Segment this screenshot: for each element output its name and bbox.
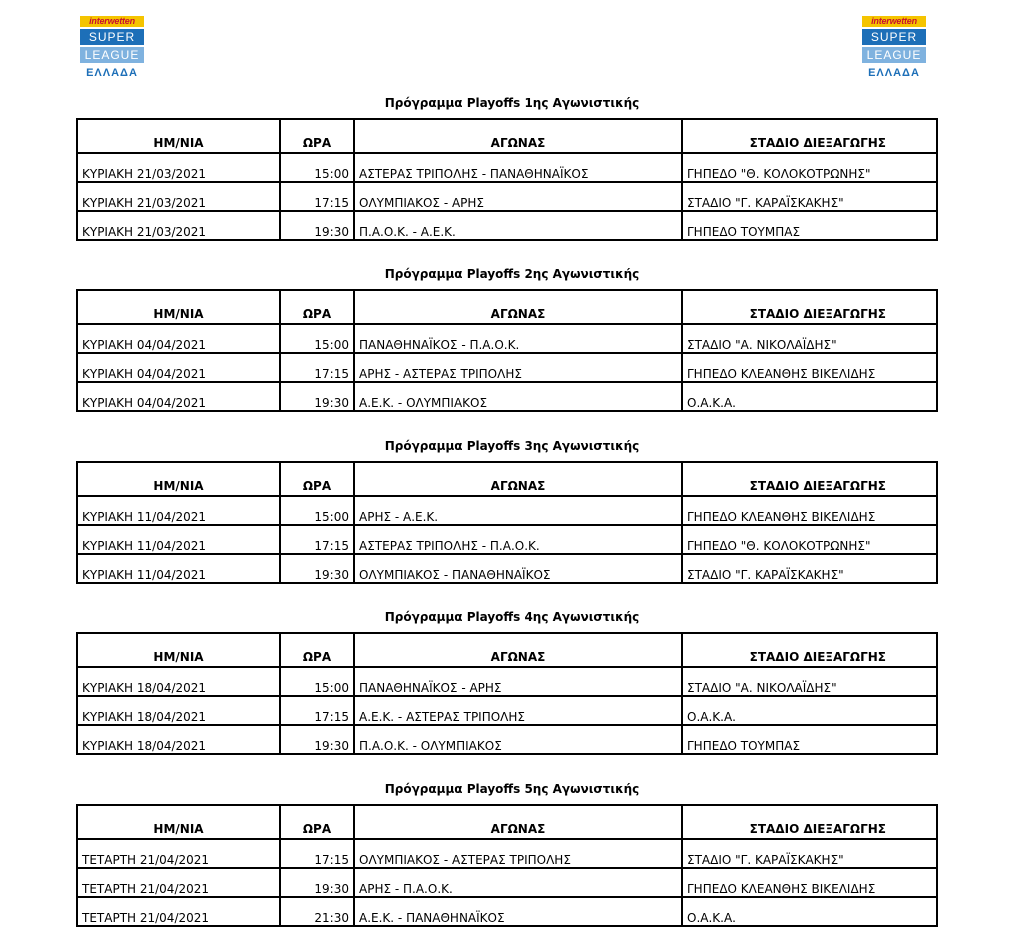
fixtures-table	[76, 461, 938, 584]
fixture-date: ΚΥΡΙΑΚΗ 11/04/2021	[77, 525, 280, 554]
header-time: ΩΡΑ	[280, 119, 354, 153]
fixture-match: Α.Ε.Κ. - ΠΑΝΑΘΗΝΑΪΚΟΣ	[354, 897, 682, 926]
fixture-stadium: ΓΗΠΕΔΟ ΚΛΕΑΝΘΗΣ ΒΙΚΕΛΙΔΗΣ	[682, 496, 937, 525]
fixture-match: ΑΣΤΕΡΑΣ ΤΡΙΠΟΛΗΣ - Π.Α.Ο.Κ.	[354, 525, 682, 554]
fixture-stadium: ΣΤΑΔΙΟ "Α. ΝΙΚΟΛΑΪΔΗΣ"	[682, 667, 937, 696]
header-date: ΗΜ/ΝΙΑ	[77, 805, 280, 839]
table-row	[77, 696, 937, 725]
logo-line-league: LEAGUE	[80, 47, 144, 63]
fixture-time: 15:00	[280, 324, 354, 353]
table-row	[77, 182, 937, 211]
header-date: ΗΜ/ΝΙΑ	[77, 462, 280, 496]
fixture-time: 19:30	[280, 554, 354, 583]
fixture-date: ΚΥΡΙΑΚΗ 21/03/2021	[77, 211, 280, 240]
fixture-match: ΑΡΗΣ - Α.Ε.Κ.	[354, 496, 682, 525]
fixtures-table	[76, 804, 938, 927]
header-row	[77, 805, 937, 839]
fixture-time: 17:15	[280, 182, 354, 211]
header-time: ΩΡΑ	[280, 633, 354, 667]
header-date: ΗΜ/ΝΙΑ	[77, 290, 280, 324]
header-stadium: ΣΤΑΔΙΟ ΔΙΕΞΑΓΩΓΗΣ	[682, 290, 937, 324]
header-match: ΑΓΩΝΑΣ	[354, 462, 682, 496]
table-row	[77, 211, 937, 240]
fixture-match: ΟΛΥΜΠΙΑΚΟΣ - ΑΡΗΣ	[354, 182, 682, 211]
header-match: ΑΓΩΝΑΣ	[354, 805, 682, 839]
logo-line-super: SUPER	[80, 29, 144, 45]
fixture-date: ΚΥΡΙΑΚΗ 04/04/2021	[77, 324, 280, 353]
fixture-date: ΚΥΡΙΑΚΗ 21/03/2021	[77, 153, 280, 182]
header-row	[77, 290, 937, 324]
fixture-stadium: ΓΗΠΕΔΟ ΚΛΕΑΝΘΗΣ ΒΙΚΕΛΙΔΗΣ	[682, 353, 937, 382]
header-time: ΩΡΑ	[280, 290, 354, 324]
round-title: Πρόγραμμα Playoffs 2ης Αγωνιστικής	[384, 267, 640, 281]
header-match: ΑΓΩΝΑΣ	[354, 290, 682, 324]
table-row	[77, 839, 937, 868]
table-row	[77, 324, 937, 353]
round-title: Πρόγραμμα Playoffs 5ης Αγωνιστικής	[384, 782, 640, 796]
table-row	[77, 868, 937, 897]
logo-line-super: SUPER	[862, 29, 926, 45]
header-time: ΩΡΑ	[280, 805, 354, 839]
fixture-match: Π.Α.Ο.Κ. - ΟΛΥΜΠΙΑΚΟΣ	[354, 725, 682, 754]
fixture-match: ΑΡΗΣ - ΑΣΤΕΡΑΣ ΤΡΙΠΟΛΗΣ	[354, 353, 682, 382]
fixture-time: 19:30	[280, 382, 354, 411]
fixture-match: ΠΑΝΑΘΗΝΑΪΚΟΣ - Π.Α.Ο.Κ.	[354, 324, 682, 353]
header-stadium: ΣΤΑΔΙΟ ΔΙΕΞΑΓΩΓΗΣ	[682, 633, 937, 667]
logo-line-league: LEAGUE	[862, 47, 926, 63]
fixture-time: 19:30	[280, 868, 354, 897]
fixtures-table	[76, 118, 938, 241]
fixture-stadium: ΣΤΑΔΙΟ "Γ. ΚΑΡΑΪΣΚΑΚΗΣ"	[682, 554, 937, 583]
table-row	[77, 525, 937, 554]
table-row	[77, 554, 937, 583]
fixture-date: ΤΕΤΑΡΤΗ 21/04/2021	[77, 839, 280, 868]
table-row	[77, 897, 937, 926]
fixture-stadium: Ο.Α.Κ.Α.	[682, 897, 937, 926]
logo-country-text: ΕΛΛΑΔΑ	[86, 67, 138, 79]
fixture-time: 15:00	[280, 496, 354, 525]
fixture-stadium: ΓΗΠΕΔΟ ΤΟΥΜΠΑΣ	[682, 211, 937, 240]
fixture-time: 17:15	[280, 696, 354, 725]
fixture-time: 17:15	[280, 525, 354, 554]
fixture-date: ΚΥΡΙΑΚΗ 04/04/2021	[77, 353, 280, 382]
table-row	[77, 667, 937, 696]
header-date: ΗΜ/ΝΙΑ	[77, 119, 280, 153]
fixture-date: ΚΥΡΙΑΚΗ 04/04/2021	[77, 382, 280, 411]
fixture-date: ΤΕΤΑΡΤΗ 21/04/2021	[77, 897, 280, 926]
fixture-stadium: ΓΗΠΕΔΟ "Θ. ΚΟΛΟΚΟΤΡΩΝΗΣ"	[682, 153, 937, 182]
fixture-time: 19:30	[280, 211, 354, 240]
header-match: ΑΓΩΝΑΣ	[354, 633, 682, 667]
fixture-match: ΠΑΝΑΘΗΝΑΪΚΟΣ - ΑΡΗΣ	[354, 667, 682, 696]
table-row	[77, 725, 937, 754]
fixture-match: ΟΛΥΜΠΙΑΚΟΣ - ΑΣΤΕΡΑΣ ΤΡΙΠΟΛΗΣ	[354, 839, 682, 868]
fixture-time: 17:15	[280, 353, 354, 382]
round-title: Πρόγραμμα Playoffs 4ης Αγωνιστικής	[384, 610, 640, 624]
header-date: ΗΜ/ΝΙΑ	[77, 633, 280, 667]
fixture-stadium: ΣΤΑΔΙΟ "Γ. ΚΑΡΑΪΣΚΑΚΗΣ"	[682, 182, 937, 211]
logo-country-text: ΕΛΛΑΔΑ	[868, 67, 920, 79]
header-row	[77, 462, 937, 496]
table-row	[77, 353, 937, 382]
fixture-match: Α.Ε.Κ. - ΑΣΤΕΡΑΣ ΤΡΙΠΟΛΗΣ	[354, 696, 682, 725]
fixtures-table	[76, 632, 938, 755]
super-league-logo-left	[80, 16, 144, 98]
fixture-date: ΚΥΡΙΑΚΗ 18/04/2021	[77, 696, 280, 725]
round-title: Πρόγραμμα Playoffs 3ης Αγωνιστικής	[384, 439, 640, 453]
round-title: Πρόγραμμα Playoffs 1ης Αγωνιστικής	[384, 96, 640, 110]
header-stadium: ΣΤΑΔΙΟ ΔΙΕΞΑΓΩΓΗΣ	[682, 462, 937, 496]
fixture-match: ΟΛΥΜΠΙΑΚΟΣ - ΠΑΝΑΘΗΝΑΪΚΟΣ	[354, 554, 682, 583]
fixture-date: ΚΥΡΙΑΚΗ 21/03/2021	[77, 182, 280, 211]
fixtures-table	[76, 289, 938, 412]
fixture-date: ΚΥΡΙΑΚΗ 18/04/2021	[77, 725, 280, 754]
fixture-date: ΚΥΡΙΑΚΗ 18/04/2021	[77, 667, 280, 696]
header-row	[77, 633, 937, 667]
fixture-time: 17:15	[280, 839, 354, 868]
header-stadium: ΣΤΑΔΙΟ ΔΙΕΞΑΓΩΓΗΣ	[682, 805, 937, 839]
header-row	[77, 119, 937, 153]
fixture-match: Π.Α.Ο.Κ. - Α.Ε.Κ.	[354, 211, 682, 240]
header-match: ΑΓΩΝΑΣ	[354, 119, 682, 153]
fixture-stadium: ΓΗΠΕΔΟ "Θ. ΚΟΛΟΚΟΤΡΩΝΗΣ"	[682, 525, 937, 554]
fixture-stadium: Ο.Α.Κ.Α.	[682, 382, 937, 411]
super-league-logo-right	[862, 16, 926, 98]
fixture-time: 19:30	[280, 725, 354, 754]
logo-brand-text: interwetten	[80, 16, 144, 27]
logo-brand-text: interwetten	[862, 16, 926, 27]
fixture-match: ΑΣΤΕΡΑΣ ΤΡΙΠΟΛΗΣ - ΠΑΝΑΘΗΝΑΪΚΟΣ	[354, 153, 682, 182]
fixture-match: Α.Ε.Κ. - ΟΛΥΜΠΙΑΚΟΣ	[354, 382, 682, 411]
header-stadium: ΣΤΑΔΙΟ ΔΙΕΞΑΓΩΓΗΣ	[682, 119, 937, 153]
table-row	[77, 496, 937, 525]
fixture-date: ΤΕΤΑΡΤΗ 21/04/2021	[77, 868, 280, 897]
fixture-stadium: ΣΤΑΔΙΟ "Α. ΝΙΚΟΛΑΪΔΗΣ"	[682, 324, 937, 353]
fixture-match: ΑΡΗΣ - Π.Α.Ο.Κ.	[354, 868, 682, 897]
fixture-stadium: ΣΤΑΔΙΟ "Γ. ΚΑΡΑΪΣΚΑΚΗΣ"	[682, 839, 937, 868]
fixture-time: 15:00	[280, 667, 354, 696]
fixture-time: 15:00	[280, 153, 354, 182]
fixture-stadium: Ο.Α.Κ.Α.	[682, 696, 937, 725]
header-time: ΩΡΑ	[280, 462, 354, 496]
table-row	[77, 153, 937, 182]
fixture-date: ΚΥΡΙΑΚΗ 11/04/2021	[77, 496, 280, 525]
fixture-date: ΚΥΡΙΑΚΗ 11/04/2021	[77, 554, 280, 583]
table-row	[77, 382, 937, 411]
fixture-stadium: ΓΗΠΕΔΟ ΚΛΕΑΝΘΗΣ ΒΙΚΕΛΙΔΗΣ	[682, 868, 937, 897]
fixture-time: 21:30	[280, 897, 354, 926]
fixture-stadium: ΓΗΠΕΔΟ ΤΟΥΜΠΑΣ	[682, 725, 937, 754]
